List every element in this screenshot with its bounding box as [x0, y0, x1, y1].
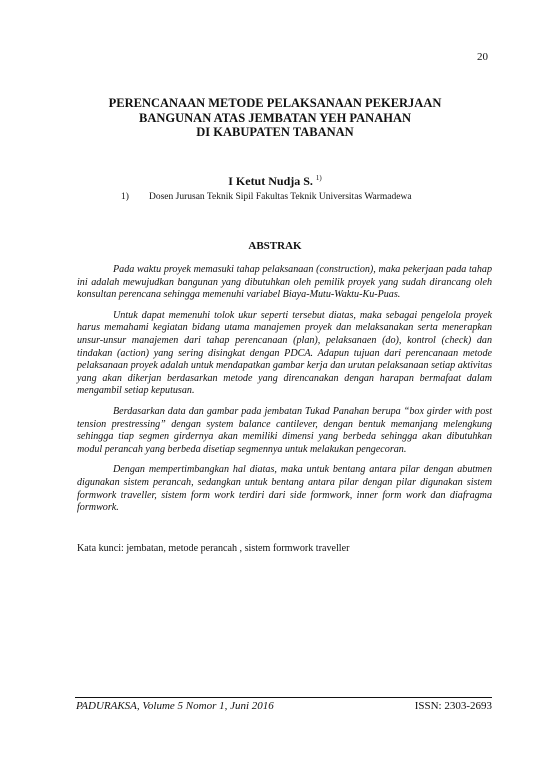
abstract-paragraph-2: Untuk dapat memenuhi tolok ukur seperti tersebut diatas, maka sebagai pengelola proyek harus memahami kegiatan bidang utama manajemen proyek dan melaksanakan serta menerapkan unsur-unsur manajemen dari tahap perencanaan (plan), pelaksanaen (do), kontrol (check) dan tindakan (action) yang sering disingkat dengan PDCA. Adapun tujuan dari perencanaan metode pelaksanaan proyek adalah untuk mendapatkan gambar kerja dan urutan pelaksanaan setiap aktivitas yang akan dikerjan berdasarkan metode yang direncanakan dengan harapan bermafaat dalam mengambil setiap keputusan.: [77, 309, 492, 397]
title-line-2: BANGUNAN ATAS JEMBATAN YEH PANAHAN: [139, 110, 411, 125]
abstract-body: [77, 264, 492, 523]
footer-divider: [75, 697, 492, 698]
abstract-heading: ABSTRAK: [248, 240, 302, 252]
affiliation-text: Dosen Jurusan Teknik Sipil Fakultas Teknik Universitas Warmadewa: [149, 192, 412, 202]
affiliation-marker: 1): [121, 192, 129, 202]
page-number: 20: [477, 51, 488, 63]
author-name: I Ketut Nudja S.: [228, 174, 313, 188]
abstract-paragraph-4: Dengan mempertimbangkan hal diatas, maka untuk bentang antara pilar dengan abutmen digunakan sistem perancah, sedangkan untuk bentang antara pilar dengan pilar digunakan sistem formwork traveller, sistem form work terdiri dari side formwork, inner form work dan diafragma formwork.: [77, 464, 492, 514]
affiliation: [121, 192, 412, 202]
footer-journal: PADURAKSA, Volume 5 Nomor 1, Juni 2016: [76, 700, 274, 712]
footer-issn: ISSN: 2303-2693: [414, 700, 492, 712]
abstract-paragraph-3: Berdasarkan data dan gambar pada jembatan Tukad Panahan berupa “box girder with post tension prestressing” dengan system balance cantilever, dengan bentuk memanjang melengkung sehingga tiap segmen girdernya akan memiliki dimensi yang berbeda sehingga akan dibutuhkan modul perancah yang berbeda disetiap segmennya untuk melakukan pengecoran.: [77, 405, 492, 455]
title-line-3: DI KABUPATEN TABANAN: [196, 125, 354, 139]
keywords: Kata kunci: jembatan, metode perancah , sistem formwork traveller: [77, 543, 350, 554]
title-line-1: PERENCANAAN METODE PELAKSANAAN PEKERJAAN: [108, 96, 442, 110]
paper-title: [0, 96, 550, 140]
author-marker: 1): [315, 174, 322, 182]
abstract-paragraph-1: Pada waktu proyek memasuki tahap pelaksanaan (construction), maka pekerjaan pada tahap ini adalah mewujudkan bangunan yang dibutuhkan oleh pemilik proyek yang sudah dirancang oleh konsultan perencana sehingga memenuhi variabel Biaya-Mutu-Waktu-Ku-Puas.: [77, 264, 492, 301]
author-line: [0, 174, 550, 189]
